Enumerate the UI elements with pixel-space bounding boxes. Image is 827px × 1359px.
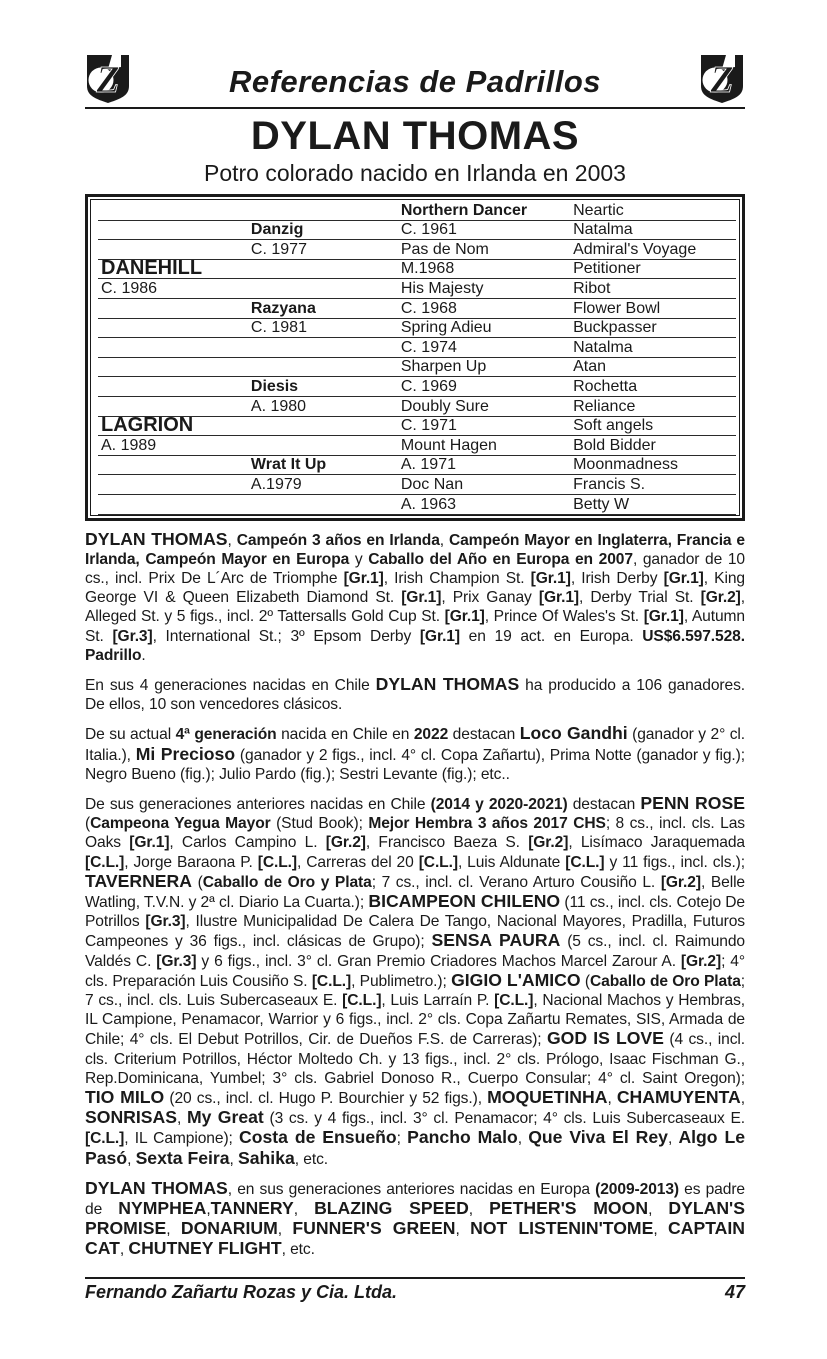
pedigree-cell: Petitioner [573,260,641,278]
text-run: , [229,1150,239,1168]
emphasized-text: [C.L.] [85,1130,125,1148]
emphasized-text: GIGIO L'AMICO [451,969,581,990]
pedigree-cell: Diesis [250,377,299,395]
text-run: , etc. [294,1150,328,1168]
emphasized-text: Mi Precioso [135,743,236,764]
emphasized-text: Que Viva El Rey [528,1127,668,1148]
text-run: , [439,531,449,549]
pedigree-cell: Pas de Nom [400,240,489,258]
paragraph-europe-progeny [85,1179,745,1260]
text-run: (5 cs., incl. cl. Raimundo Valdés C. [85,933,745,970]
text-run: , [468,1201,490,1218]
pedigree-cell: Reliance [573,397,636,415]
pedigree-cell: Northern Dancer [400,201,528,219]
pedigree-row [98,377,736,397]
emphasized-text: Sahika [238,1147,295,1168]
pedigree-cell: C. 1977 [250,240,307,258]
text-run: , [119,1241,129,1259]
emphasized-text: GOD IS LOVE [546,1028,664,1049]
pedigree-cell: Soft angels [573,417,654,435]
pedigree-row [98,495,736,515]
emphasized-text: DYLAN THOMAS [375,673,520,694]
pedigree-row [98,456,736,476]
logo-letter: Z [710,59,734,101]
pedigree-cell: Rochetta [573,377,638,395]
text-run: , Derby Trial St. [579,589,701,607]
emphasized-text: My Great [186,1107,264,1128]
pedigree-cell: DANEHILL [101,257,203,280]
z-shield-logo-icon [699,54,745,104]
text-run: , Ilustre Municipalidad De Calera De Tango, Nacional Mayores, Pradilla, Futuros Campeones y 36 figs., incl. clásicas de Grupo); [85,913,745,951]
pedigree-cell: LAGRION [101,414,194,437]
emphasized-text: Caballo del Año en Europa en 2007 [368,550,633,568]
text-run: ; 7 cs., incl. cls. Luis Subercaseaux E. [85,972,745,1009]
text-run: nacida en Chile en [276,726,414,744]
text-run: , Irish Champion St. [383,569,531,587]
emphasized-text: NOT LISTENIN'TOME [470,1218,654,1239]
emphasized-text: CHUTNEY FLIGHT [128,1238,282,1259]
emphasized-text: SENSA PAURA [431,930,561,951]
text-run: , Francisco Baeza S. [365,834,529,852]
pedigree-row [98,279,736,299]
text-run: y 6 figs., incl. 3° cl. Gran Premio Criadores Machos Marcel Zarour A. [196,952,681,970]
pedigree-row [98,358,736,378]
pedigree-cell: Flower Bowl [573,299,661,317]
page-header [85,54,745,109]
text-run: , Carreras del 20 [296,853,419,871]
text-run: , Luis Aldunate [457,853,566,871]
text-run: , [607,1089,617,1107]
emphasized-text: [C.L.] [565,853,605,871]
emphasized-text: NYMPHEA [118,1198,207,1218]
text-run: , ganador de 10 cs., incl. Prix De L´Arc de Triomphe [85,550,745,587]
pedigree-row [98,414,736,437]
pedigree-cell: A. 1971 [400,456,456,474]
pedigree-cell: Sharpen Up [400,358,487,376]
text-run: (ganador y 2 figs., incl. 4° cl. Copa Zañartu), Prima Notte (ganador y fig.); Negro Bueno (fig.); Julio Pardo (fig.); Sestri Levante (fig.); etc.. [85,746,745,783]
pedigree-row [98,299,736,319]
text-run: , [176,1110,187,1128]
pedigree-cell: Natalma [573,221,633,239]
pedigree-cell: C. 1974 [400,338,457,356]
page-number: 47 [724,1282,745,1302]
text-run: De sus generaciones anteriores nacidas en Chile [85,795,431,813]
text-run: ha producido a 106 ganadores. De ellos, 10 son vencedores clásicos. [85,676,745,714]
emphasized-text: [Gr.2] [325,834,366,852]
horse-name-title: DYLAN THOMAS [250,114,580,158]
emphasized-text: (2014 y 2020-2021) [430,795,568,813]
pedigree-row [98,319,736,339]
text-run: , [653,1221,669,1239]
emphasized-text: DYLAN THOMAS [85,1177,228,1198]
text-run: , IL Campione); [124,1130,240,1148]
emphasized-text: BICAMPEON CHILENO [368,890,561,911]
text-run: (20 cs., incl. cl. Hugo P. Bourchier y 52 figs.), [164,1089,488,1107]
pedigree-cell: Buckpasser [573,319,657,337]
emphasized-text: DYLAN'S PROMISE [85,1198,745,1239]
emphasized-text: [Gr.3] [112,627,153,645]
pedigree-row [98,475,736,495]
z-shield-logo-icon [85,54,131,104]
text-run: , [206,1201,211,1218]
emphasized-text: [C.L.] [342,991,382,1009]
section-title: Referencias de Padrillos [228,64,602,99]
pedigree-cell: Wrat It Up [250,456,327,474]
emphasized-text: US$6.597.528. Padrillo [85,627,745,664]
pedigree-cell: Bold Bidder [573,436,656,454]
emphasized-text: Costa de Ensueño [239,1127,397,1148]
text-run: , Lisímaco Jaraquemada [568,834,745,852]
pedigree-row [98,397,736,417]
text-run: , [227,531,237,549]
pedigree-cell: M.1968 [400,260,455,278]
pedigree-cell: Neartic [573,201,624,219]
text-run: , Luis Larraín P. [381,991,495,1009]
text-run: ( [191,873,203,891]
text-run: . [141,646,146,664]
pedigree-cell: Razyana [250,299,316,317]
emphasized-text: [C.L.] [257,853,297,871]
emphasized-text: [Gr.1] [343,569,384,587]
pedigree-cell: C. 1969 [400,377,457,395]
text-run: , [740,1089,745,1107]
text-run: , International St.; 3º Epsom Derby [152,627,420,645]
emphasized-text: Loco Gandhi [519,723,628,744]
pedigree-cell: A.1979 [250,475,302,493]
emphasized-text: [Gr.2] [680,952,722,970]
emphasized-text: [Gr.3] [145,913,186,931]
paragraph-race-record [85,530,745,665]
emphasized-text: TANNERY [210,1198,294,1218]
emphasized-text: [Gr.1] [419,627,460,645]
emphasized-text: [C.L.] [494,991,534,1009]
text-run: , etc. [281,1241,315,1259]
text-run: , [667,1130,679,1148]
text-run: ( [85,815,91,833]
emphasized-text: PETHER'S MOON [489,1198,649,1218]
paragraph-chile-summary [85,675,745,714]
text-run: , [277,1221,293,1239]
pedigree-cell: Admiral's Voyage [573,240,697,258]
text-run: destacan [448,726,520,744]
emphasized-text: DYLAN THOMAS [85,529,228,549]
pedigree-cell: C. 1961 [400,221,457,239]
pedigree-cell: A. 1989 [101,436,157,454]
emphasized-text: Campeón Mayor en Inglaterra, Francia e Irlanda, Campeón Mayor en Europa [85,531,745,568]
emphasized-text: [C.L.] [311,972,352,990]
text-run: es padre de [85,1180,745,1218]
text-run: , Irish Derby [570,569,664,587]
emphasized-text: PENN ROSE [640,792,745,813]
emphasized-text: Mejor Hembra 3 años 2017 CHS [368,815,606,833]
text-run: en 19 act. en Europa. [459,627,643,645]
pedigree-cell: Spring Adieu [400,319,492,337]
emphasized-text: CHAMUYENTA [616,1086,741,1107]
pedigree-cell: Francis S. [573,475,646,493]
emphasized-text: [Gr.1] [663,569,704,587]
text-run: ; 7 cs., incl. cl. Verano Arturo Cousiño L. [371,873,661,891]
emphasized-text: FUNNER'S GREEN [292,1218,456,1239]
text-run: , [517,1130,529,1148]
text-run: , Autumn St. [85,608,745,645]
text-run: , en sus generaciones anteriores nacidas en Europa [227,1180,596,1198]
pedigree-cell: His Majesty [400,279,484,297]
text-run: (Stud Book); [270,815,369,833]
emphasized-text: [Gr.2] [660,873,701,891]
text-run: , King George VI & Queen Elizabeth Diamond St. [85,569,745,607]
emphasized-text: [Gr.1] [129,834,170,852]
emphasized-text: DONARIUM [180,1218,278,1239]
emphasized-text: Algo Le Pasó [85,1127,745,1168]
page-footer [85,1277,745,1303]
emphasized-text: [Gr.1] [538,589,580,607]
emphasized-text: [Gr.1] [530,569,571,587]
text-run: , [166,1221,181,1239]
text-run: (4 cs., incl. cls. Criterium Potrillos, Héctor Moltedo Ch. y 13 figs., incl. 2° cls. Prólogo, Isaac Fischman G., Rep.Dominicana, Yumbel; 3° cls. Gabriel Donoso R., Cuerpo Consular; 4° cl. Saint Oregon); [85,1031,745,1087]
emphasized-text: SONRISAS [85,1107,177,1128]
logo-letter: Z [96,59,120,101]
pedigree-cell: Ribot [573,279,611,297]
text-run: (3 cs. y 4 figs., incl. 3° cl. Penamacor; 4° cls. Luis Subercaseaux E. [263,1110,745,1128]
pedigree-row [98,436,736,456]
paragraph-prior-generations [85,794,745,1169]
text-run: (ganador y 2° cl. Italia.), [85,726,745,764]
paragraph-generation-2022 [85,724,745,784]
text-run: , Alleged St. y 5 figs., incl. 2º Tattersalls Gold Cup St. [85,589,745,626]
emphasized-text: [Gr.1] [401,589,442,607]
pedigree-cell: C. 1986 [101,279,158,297]
emphasized-text: [Gr.2] [528,834,569,852]
publisher-name: Fernando Zañartu Rozas y Cia. Ltda. [85,1282,398,1302]
text-run: , Prince Of Wales's St. [484,608,644,626]
text-run: ( [580,972,590,990]
text-run: De su actual [85,726,176,744]
pedigree-table [85,194,745,521]
pedigree-row [98,221,736,241]
body-text [85,530,745,1270]
pedigree-cell: Atan [573,358,607,376]
pedigree-row [98,201,736,221]
pedigree-cell: A. 1980 [250,397,307,415]
text-run: , [127,1150,136,1168]
pedigree-cell: Mount Hagen [400,436,497,454]
text-run: , Publimetro.); [351,972,452,990]
text-run: , Jorge Baraona P. [124,853,258,871]
text-run: ; 8 cs., incl. cls. Las Oaks [85,815,745,852]
text-run: ; [396,1130,408,1148]
pedigree-cell: Danzig [250,221,304,239]
text-run: ; 4° cls. Preparación Luis Cousiño S. [85,952,745,990]
emphasized-text: 4ª generación [175,726,277,744]
text-run: , Nacional Machos y Hembras, IL Campione, Penamacor, Warrior y 6 figs., incl. 2° cls. Copa Zañartu Remates, SIS, Armada de Chile; 4° cls. El Debut Potrillos, Cir. de Dueños F.S. de Carreras); [85,991,745,1049]
emphasized-text: Campeón 3 años en Irlanda [236,531,440,549]
pedigree-cell: Moonmadness [573,456,679,474]
emphasized-text: [C.L.] [85,853,125,871]
text-run: y [349,550,369,568]
pedigree-cell: Doc Nan [400,475,464,493]
pedigree-cell: C. 1981 [250,319,307,337]
text-run: y 11 figs., incl. cls.); [604,853,745,871]
text-run: destacan [567,795,641,813]
emphasized-text: Pancho Malo [407,1127,518,1148]
emphasized-text: BLAZING SPEED [314,1198,469,1218]
horse-subtitle: Potro colorado nacido en Irlanda en 2003 [204,160,626,186]
emphasized-text: [Gr.3] [156,952,197,970]
pedigree-cell: Doubly Sure [400,397,489,415]
emphasized-text: TIO MILO [85,1086,165,1107]
emphasized-text: 2022 [413,726,449,744]
emphasized-text: [Gr.1] [643,608,684,626]
text-run: , [455,1221,471,1239]
emphasized-text: [C.L.] [418,853,458,871]
pedigree-cell: Natalma [573,338,633,356]
emphasized-text: TAVERNERA [85,870,192,891]
emphasized-text: [Gr.2] [700,589,741,607]
emphasized-text: Sexta Feira [135,1147,230,1168]
emphasized-text: MOQUETINHA [487,1086,608,1107]
text-run: (11 cs., incl. cls. Cotejo De Potrillos [85,893,745,931]
pedigree-cell: C. 1968 [400,299,457,317]
text-run: , Carlos Campino L. [169,834,326,852]
text-run: , Prix Ganay [441,589,539,607]
emphasized-text: CAPTAIN CAT [85,1218,745,1259]
pedigree-cell: A. 1963 [400,495,456,513]
pedigree-cell: C. 1971 [400,417,457,435]
emphasized-text: Campeona Yegua Mayor [90,815,271,833]
text-run: , [648,1201,669,1218]
pedigree-row [98,338,736,358]
emphasized-text: Caballo de Oro Plata [590,972,741,990]
text-run: , Belle Watling, T.V.N. y 2ª cl. Diario La Cuarta.); [85,873,745,911]
text-run: , [293,1201,315,1218]
emphasized-text: (2009-2013) [595,1180,679,1198]
emphasized-text: [Gr.1] [444,608,485,626]
pedigree-cell: Betty W [573,495,630,513]
emphasized-text: Caballo de Oro y Plata [202,873,372,891]
pedigree-table-body [90,199,740,516]
pedigree-row [98,257,736,280]
text-run: En sus 4 generaciones nacidas en Chile [85,676,376,694]
